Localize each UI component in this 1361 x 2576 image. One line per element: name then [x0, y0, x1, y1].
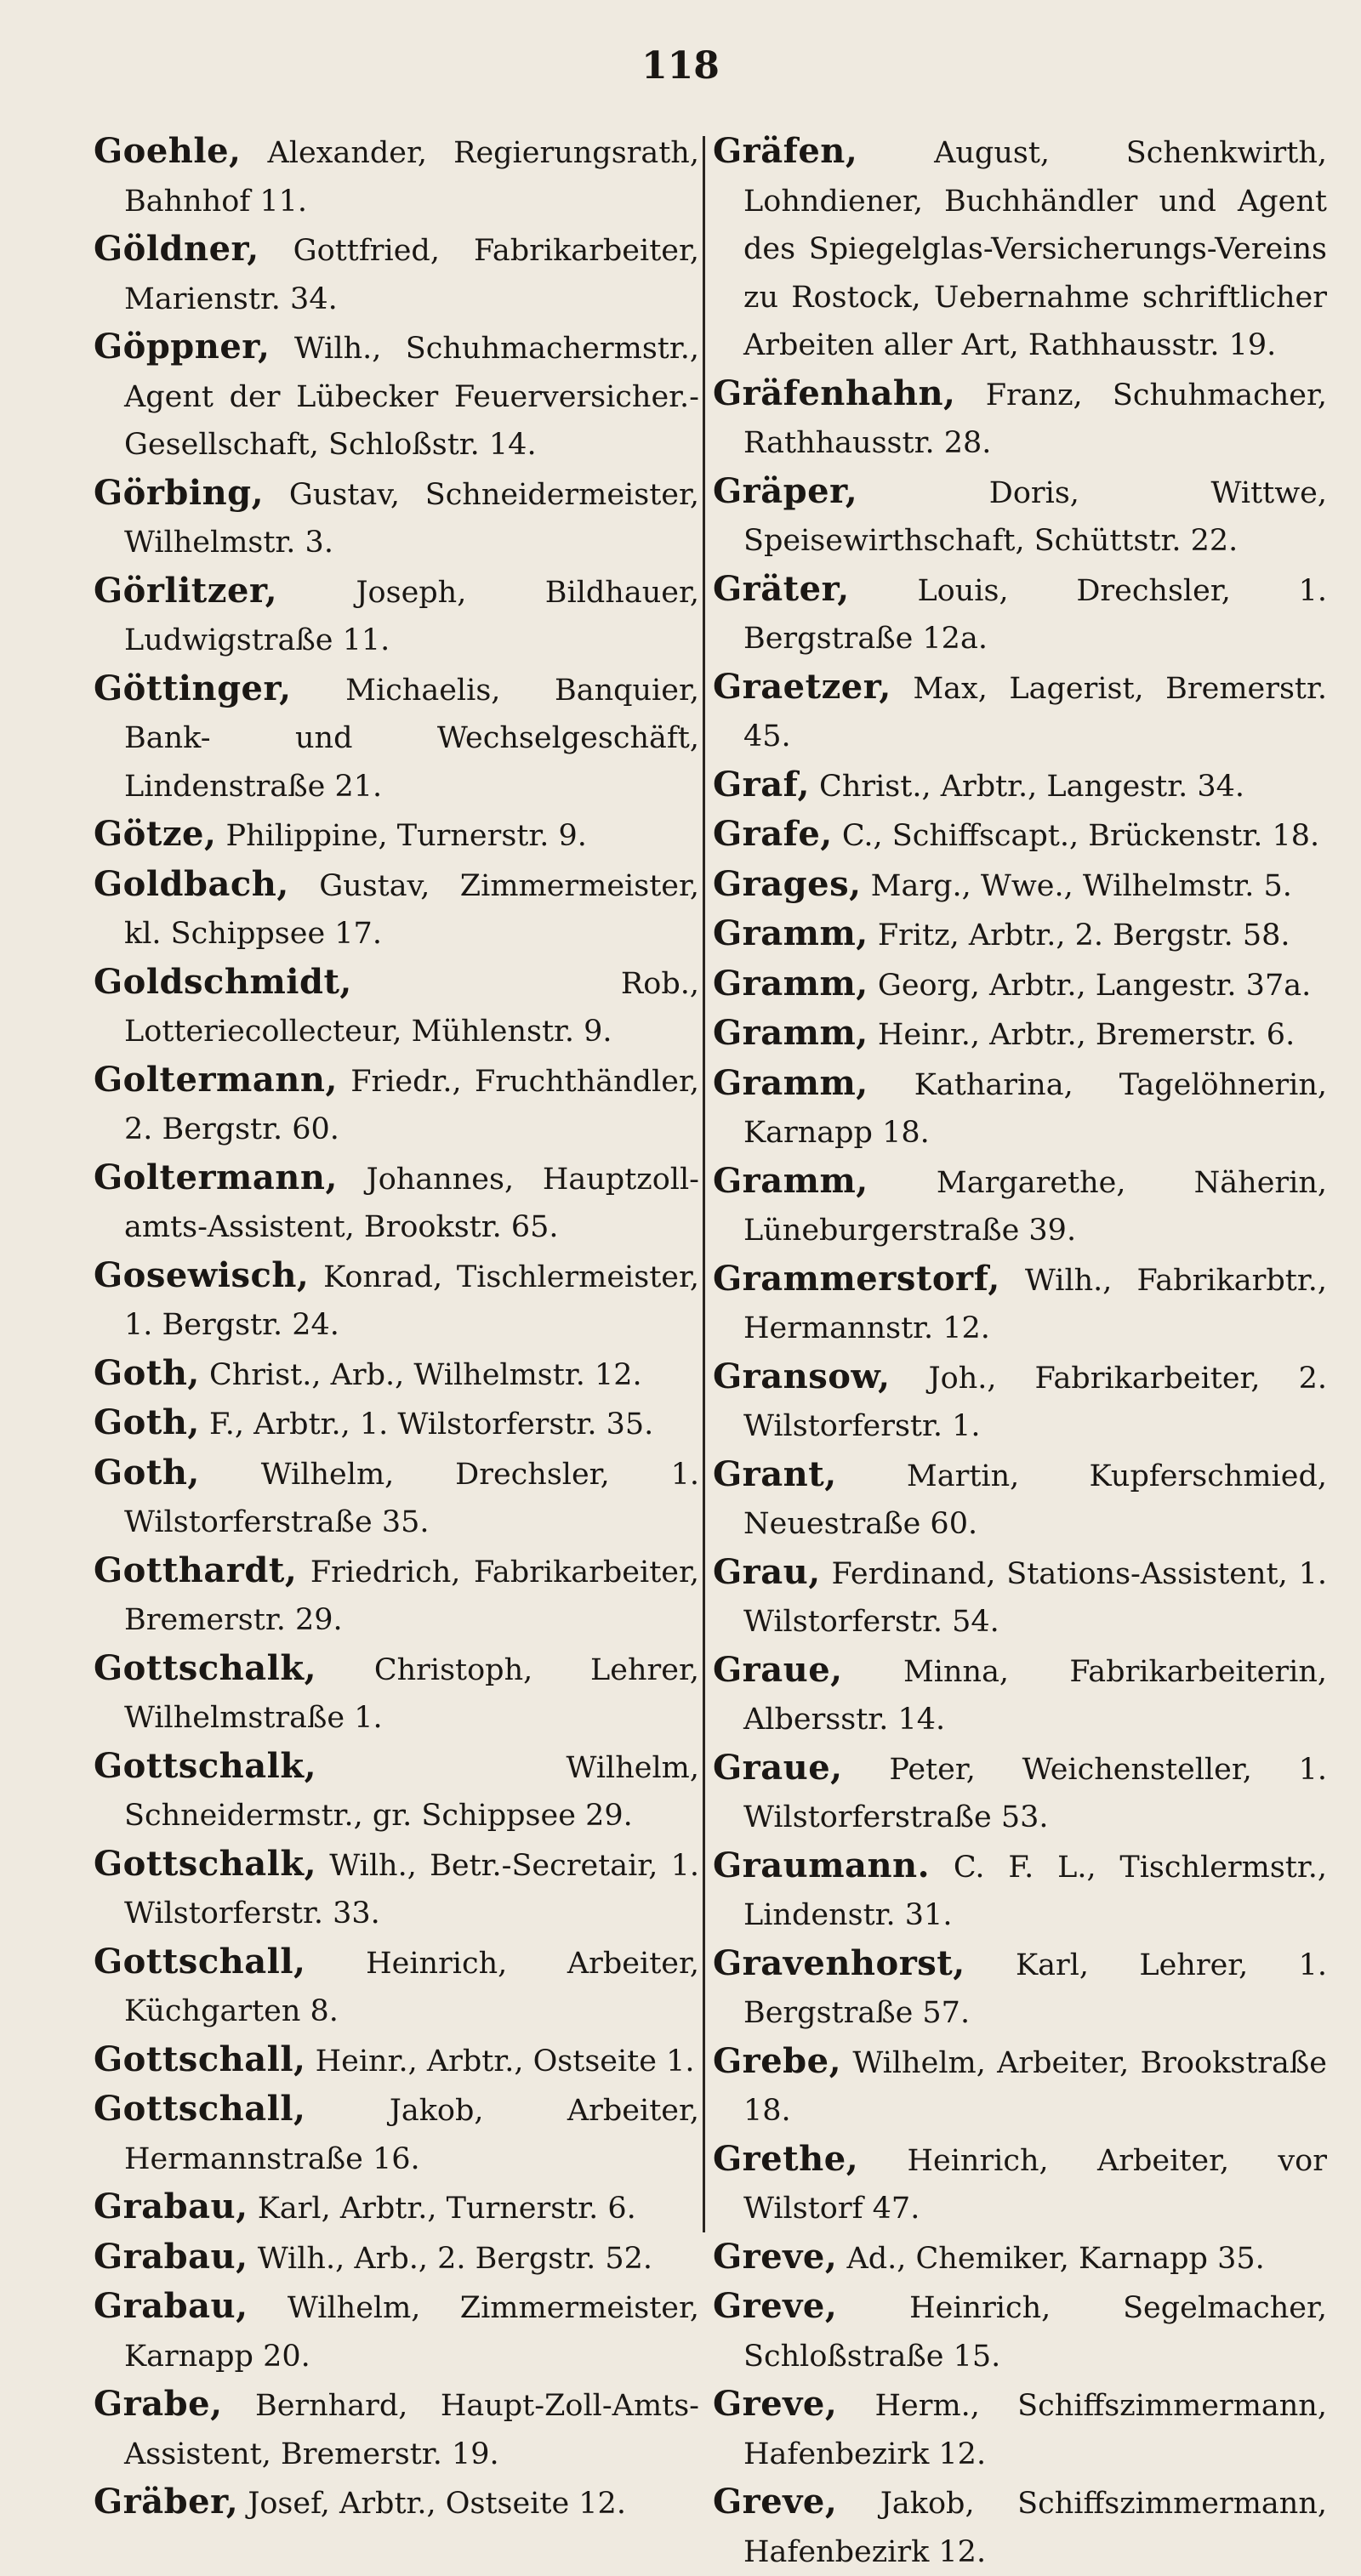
entry-name: Graue, [713, 1649, 843, 1690]
directory-entry [713, 663, 1327, 761]
directory-entry [713, 1842, 1327, 1940]
directory-entry [94, 958, 699, 1056]
entry-text: Josef, Arbtr., Ostseite 12. [248, 2487, 626, 2521]
directory-entry [94, 225, 699, 323]
directory-entry [713, 2380, 1327, 2478]
directory-entry [94, 2380, 699, 2478]
entry-name: Grabe, [94, 2384, 223, 2424]
directory-entry [94, 1399, 699, 1449]
entry-name: Göttinger, [94, 668, 292, 708]
directory-entry [94, 323, 699, 469]
directory-entry [94, 1645, 699, 1743]
directory-entry [713, 1646, 1327, 1744]
directory-entry [94, 1840, 699, 1938]
entry-name: Görlitzer, [94, 570, 278, 611]
entry-name: Grabau, [94, 2186, 248, 2226]
entry-text: Fritz, Arbtr., 2. Bergstr. 58. [877, 918, 1290, 952]
entry-name: Gravenhorst, [713, 1942, 965, 1983]
entry-text: Jakob, Arbeiter, Hermannstraße 16. [124, 2094, 699, 2176]
entry-name: Greve, [713, 2236, 838, 2277]
entry-name: Grafe, [713, 814, 833, 854]
directory-entry [713, 370, 1327, 468]
directory-entry [94, 2233, 699, 2283]
directory-entry [713, 2478, 1327, 2576]
directory-entry [94, 2036, 699, 2086]
entry-name: Goldschmidt, [94, 961, 352, 1002]
entry-text: Christ., Arbtr., Langestr. 34. [819, 769, 1245, 804]
directory-entry [94, 665, 699, 811]
entry-text: Wilhelm, Arbeiter, Brookstraße 18. [743, 2045, 1327, 2128]
entry-text: Ad., Chemiker, Karnapp 35. [846, 2241, 1265, 2276]
entry-text: C. F. L., Tischlermstr., Lindenstr. 31. [743, 1850, 1327, 1932]
entry-name: Gräber, [94, 2482, 239, 2522]
entry-text: Wilhelm, Schneidermstr., gr. Schippsee 29. [124, 1750, 699, 1833]
directory-entry [94, 2085, 699, 2183]
entry-text: Karl, Lehrer, 1. Bergstraße 57. [743, 1948, 1327, 2030]
entry-name: Götze, [94, 814, 217, 854]
entry-name: Grethe, [713, 2138, 859, 2179]
entry-name: Gottschalk, [94, 1843, 317, 1884]
left-column [94, 128, 699, 2528]
entry-text: Wilh., Schuhmachermstr., Agent der Lübecker Feuerversicher.-Gesellschaft, Schloßstr. 14. [124, 332, 699, 462]
entry-text: Heinrich, Arbeiter, Küchgarten 8. [124, 1946, 699, 2028]
directory-entry [94, 1154, 699, 1252]
directory-entry [94, 1252, 699, 1350]
entry-text: Heinr., Arbtr., Ostseite 1. [315, 2044, 695, 2078]
directory-entry [713, 910, 1327, 960]
directory-entry [713, 761, 1327, 811]
entry-text: Gottfried, Fabrikarbeiter, Marienstr. 34. [124, 234, 699, 316]
entry-name: Goehle, [94, 131, 242, 171]
entry-name: Grau, [713, 1551, 821, 1592]
entry-text: Philippine, Turnerstr. 9. [225, 819, 587, 853]
entry-name: Greve, [713, 2482, 838, 2522]
entry-text: Johannes, Hauptzoll-amts-Assistent, Brookstr. 65. [124, 1162, 699, 1244]
directory-entry [94, 469, 699, 567]
entry-name: Grant, [713, 1453, 837, 1494]
directory-entry [713, 861, 1327, 911]
entry-name: Graetzer, [713, 666, 891, 707]
entry-name: Goth, [94, 1352, 200, 1393]
entry-text: Ferdinand, Stations-Assistent, 1. Wilstorferstr. 54. [743, 1556, 1327, 1639]
entry-text: Michaelis, Banquier, Bank- und Wechselgeschäft, Lindenstraße 21. [124, 673, 699, 804]
entry-text: Louis, Drechsler, 1. Bergstraße 12a. [743, 573, 1327, 656]
entry-name: Gosewisch, [94, 1254, 310, 1295]
directory-entry [713, 1353, 1327, 1451]
directory-entry [713, 1060, 1327, 1157]
entry-text: Wilhelm, Zimmermeister, Karnapp 20. [124, 2291, 699, 2374]
entry-text: Marg., Wwe., Wilhelmstr. 5. [870, 868, 1292, 903]
entry-name: Göldner, [94, 229, 259, 269]
entry-text: Georg, Arbtr., Langestr. 37a. [877, 968, 1312, 1003]
directory-entry [713, 1940, 1327, 2038]
entry-name: Gottschalk, [94, 1647, 317, 1688]
entry-text: Friedrich, Fabrikarbeiter, Bremerstr. 29. [124, 1555, 699, 1637]
directory-entry [713, 1255, 1327, 1353]
entry-text: Doris, Wittwe, Speisewirthschaft, Schüttstr. 22. [743, 475, 1327, 558]
entry-name: Gräfenhahn, [713, 372, 956, 413]
directory-entry [94, 2183, 699, 2233]
directory-entry [713, 468, 1327, 566]
entry-text: Friedr., Fruchthändler, 2. Bergstr. 60. [124, 1064, 699, 1146]
directory-entry [94, 1350, 699, 1400]
entry-text: C., Schiffscapt., Brückenstr. 18. [841, 819, 1320, 853]
directory-entry [713, 1451, 1327, 1549]
right-column [713, 128, 1327, 2576]
entry-text: Heinrich, Arbeiter, vor Wilstorf 47. [743, 2143, 1327, 2226]
entry-name: Goltermann, [94, 1157, 338, 1197]
entry-name: Greve, [713, 2384, 838, 2424]
directory-entry [713, 1744, 1327, 1842]
entry-name: Graue, [713, 1747, 843, 1788]
entry-text: Christoph, Lehrer, Wilhelmstraße 1. [124, 1652, 699, 1735]
entry-name: Gräfen, [713, 131, 858, 171]
entry-text: Alexander, Regierungsrath, Bahnhof 11. [124, 136, 699, 219]
directory-entry [94, 2478, 699, 2528]
directory-entry [94, 861, 699, 958]
directory-entry [94, 810, 699, 861]
column-divider [703, 136, 705, 2232]
entry-text: Konrad, Tischlermeister, 1. Bergstr. 24. [124, 1260, 699, 1342]
entry-text: Rob., Lotteriecollecteur, Mühlenstr. 9. [124, 966, 699, 1049]
entry-text: F., Arbtr., 1. Wilstorferstr. 35. [208, 1407, 654, 1442]
directory-entry [94, 567, 699, 665]
entry-text: Franz, Schuhmacher, Rathhausstr. 28. [743, 378, 1327, 460]
entry-text: Heinr., Arbtr., Bremerstr. 6. [877, 1018, 1296, 1052]
directory-entry [713, 566, 1327, 663]
entry-name: Graf, [713, 764, 810, 805]
entry-name: Gramm, [713, 913, 868, 953]
entry-name: Gräter, [713, 568, 850, 609]
entry-name: Göppner, [94, 327, 270, 367]
directory-entry [94, 128, 699, 225]
directory-entry [94, 1449, 699, 1547]
entry-name: Goth, [94, 1402, 200, 1442]
entry-name: Greve, [713, 2286, 838, 2326]
entry-name: Graumann. [713, 1845, 931, 1885]
directory-entry [713, 1549, 1327, 1646]
entry-text: Herm., Schiffszimmermann, Hafenbezirk 12. [743, 2389, 1327, 2471]
directory-entry [713, 1009, 1327, 1060]
entry-name: Gottschalk, [94, 1745, 317, 1786]
entry-name: Goldbach, [94, 863, 289, 904]
directory-entry [713, 2233, 1327, 2283]
entry-text: Katharina, Tagelöhnerin, Karnapp 18. [743, 1067, 1327, 1150]
entry-text: Gustav, Schneidermeister, Wilhelmstr. 3. [124, 477, 699, 560]
entry-text: Jakob, Schiffszimmermann, Hafenbezirk 12. [743, 2487, 1327, 2569]
directory-entry [713, 810, 1327, 861]
directory-entry [94, 2283, 699, 2380]
directory-entry [713, 2038, 1327, 2135]
entry-name: Grages, [713, 863, 862, 904]
entry-name: Gramm, [713, 1062, 868, 1103]
entry-name: Grabau, [94, 2236, 248, 2277]
entry-text: Karl, Arbtr., Turnerstr. 6. [257, 2192, 636, 2226]
entry-text: Max, Lagerist, Bremerstr. 45. [743, 671, 1327, 753]
entry-name: Gransow, [713, 1356, 891, 1396]
directory-entry [94, 1056, 699, 1154]
entry-name: Grabau, [94, 2286, 248, 2326]
entry-text: Christ., Arb., Wilhelmstr. 12. [208, 1357, 642, 1392]
entry-text: Wilhelm, Drechsler, 1. Wilstorferstraße 35. [124, 1457, 699, 1539]
entry-name: Gramm, [713, 963, 868, 1004]
entry-name: Gottschall, [94, 2089, 306, 2129]
entry-name: Gottschall, [94, 1941, 306, 1982]
entry-name: Grebe, [713, 2040, 842, 2081]
entry-name: Gramm, [713, 1013, 868, 1053]
directory-entry [713, 1157, 1327, 1255]
directory-entry [94, 1938, 699, 2036]
entry-name: Goltermann, [94, 1059, 338, 1100]
entry-name: Görbing, [94, 472, 265, 513]
page-number: 118 [641, 44, 720, 88]
entry-text: Heinrich, Segelmacher, Schloßstraße 15. [743, 2291, 1327, 2374]
entry-text: Peter, Weichensteller, 1. Wilstorferstraße 53. [743, 1752, 1327, 1834]
entry-text: Wilh., Arb., 2. Bergstr. 52. [257, 2241, 653, 2276]
entry-name: Gottschall, [94, 2039, 306, 2079]
directory-entry [94, 1547, 699, 1645]
entry-text: August, Schenkwirth, Lohndiener, Buchhändler und Agent des Spiegelglas-Versicherungs-Vereins zu Rostock, Uebernahme schriftlicher Arbeiten aller Art, Rathhausstr. 19. [743, 136, 1327, 362]
entry-name: Gramm, [713, 1160, 868, 1201]
directory-entry [713, 128, 1327, 370]
entry-text: Margarethe, Näherin, Lüneburgerstraße 39. [743, 1165, 1327, 1248]
entry-name: Gotthardt, [94, 1550, 298, 1590]
entry-text: Bernhard, Haupt-Zoll-Amts-Assistent, Bremerstr. 19. [124, 2389, 699, 2471]
entry-text: Wilh., Betr.-Secretair, 1. Wilstorferstr. 33. [124, 1848, 699, 1931]
entry-text: Gustav, Zimmermeister, kl. Schippsee 17. [124, 868, 699, 951]
entry-text: Joh., Fabrikarbeiter, 2. Wilstorferstr. 1. [743, 1361, 1327, 1443]
directory-entry [713, 960, 1327, 1010]
directory-entry [713, 2135, 1327, 2233]
entry-name: Goth, [94, 1452, 200, 1493]
directory-entry [713, 2283, 1327, 2380]
entry-text: Joseph, Bildhauer, Ludwigstraße 11. [124, 575, 699, 657]
entry-name: Grammerstorf, [713, 1258, 1000, 1299]
entry-name: Gräper, [713, 470, 858, 511]
entry-text: Martin, Kupferschmied, Neuestraße 60. [743, 1459, 1327, 1541]
directory-entry [94, 1743, 699, 1840]
entry-text: Wilh., Fabrikarbtr., Hermannstr. 12. [743, 1263, 1327, 1345]
entry-text: Minna, Fabrikarbeiterin, Albersstr. 14. [743, 1654, 1327, 1737]
